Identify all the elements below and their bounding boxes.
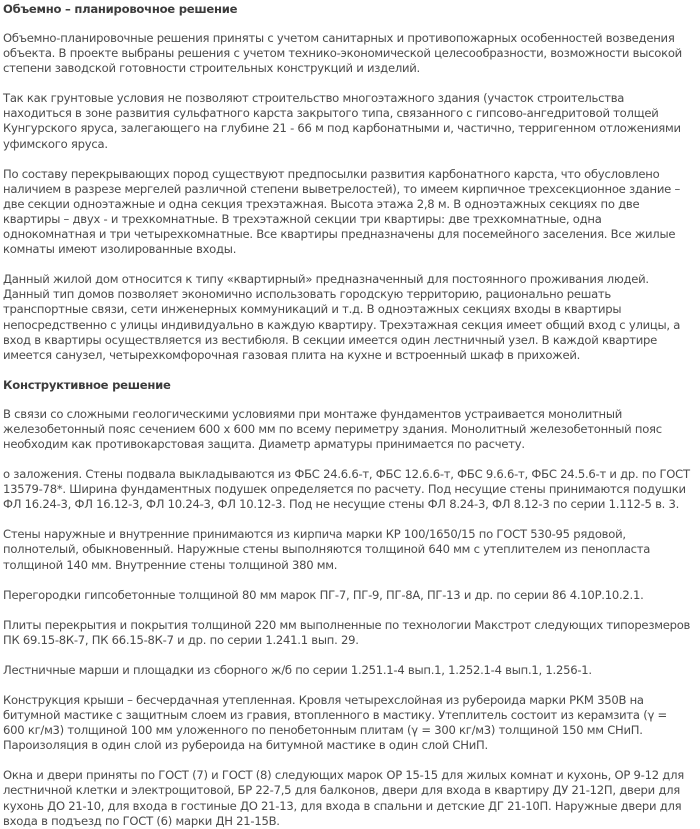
structural-paragraph-6: Лестничные марши и площадки из сборного ж/б по серии 1.251.1-4 вып.1, 1.252.1-4 вып.1, 1.256-1. (3, 662, 592, 677)
structural-paragraph-3: Стены наружные и внутренние принимаются из кирпича марки КР 100/1650/15 по ГОСТ 530-95 рядовой, полнотелый, обыкновенный. Наружные стены выполняются толщиной 640 мм с утеплителем из пенопласта толщиной 140 мм. Внутренние стены толщиной 380 мм. (3, 527, 651, 572)
structural-paragraph-8: Пароизоляция в один слой из рубероида на битумной мастике в один слой СНиП. (3, 738, 488, 753)
structural-paragraph-5: Плиты перекрытия и покрытия толщиной 220 мм выполненные по технологии Макстрот следующих типорезмеров ПК 69.15-8К-7, ПК 66.15-8К-7 и др. по серии 1.241.1 вып. 29. (3, 617, 691, 647)
planning-paragraph-1: Объемно-планировочные решения приняты с учетом санитарных и противопожарных особенностей возведения объекта. В проекте выбраны решения с учетом технико-экономической целесообразности, возможности высокой степени заводской готовности строительных конструкций и изделий. (3, 31, 682, 76)
structural-paragraph-4: Перегородки гипсобетонные толщиной 80 мм марок ПГ-7, ПГ-9, ПГ-8А, ПГ-13 и др. по серии 86 4.10Р.10.2.1. (3, 587, 644, 602)
structural-paragraph-2: о заложения. Стены подвала выкладываются из ФБС 24.6.6-т, ФБС 12.6.6-т, ФБС 9.6.6-т, ФБС 24.5.6-т и др. по ГОСТ 13579-78*. Ширина фундаментных подушек определяется по расчету. Под несущие стены принимаются подушки ФЛ 16.24-3, ФЛ 16.12-3, ФЛ 10.24-3, ФЛ 10.12-3. Под не несущие стены ФЛ 8.24-3, ФЛ 8.12-3 по серии 1.112-5 в. 3. (3, 467, 690, 512)
structural-paragraph-9: Окна и двери приняты по ГОСТ (7) и ГОСТ (8) следующих марок ОР 15-15 для жилых комнат и кухонь, ОР 9-12 для лестничной клетки и электрощитовой, БР 22-7,5 для балконов, двери для входа в квартиру ДУ 21-12П, двери для кухонь ДО 21-10, для входа в гостиные ДО 21-13, для входа в спальни и детские ДГ 21-10П. Наружные двери для входа в подъезд по ГОСТ (6) марки ДН 21-15В. (3, 768, 684, 828)
structural-paragraph-1: В связи со сложными геологическими условиями при монтаже фундаментов устраивается монолитный железобетонный пояс сечением 600 х 600 мм по всему периметру здания. Монолитный железобетонный пояс необходим как противокарстовая защита. Диаметр арматуры принимается по расчету. (3, 406, 662, 451)
planning-paragraph-3: По составу перекрывающих пород существуют предпосылки развития карбонатного карста, что обусловлено наличием в разрезе мергелей различной степени выветрелостей), то имеем кирпичное трехсекционное здание – две секции одноэтажные и одна секция трехэтажная. Высота этажа 2,8 м. В одноэтажных секциях по две квартиры – двух - и трехкомнатные. В трехэтажной секции три квартиры: две трехкомнатные, одна однокомнатная и три четырехкомнатные. Все квартиры предназначены для посемейного заселения. Все жилые комнаты имеют изолированные входы. (3, 166, 680, 257)
section-title-structural: Конструктивное решение (3, 377, 171, 392)
section-title-planning: Объемно – планировочное решение (3, 2, 238, 16)
structural-paragraph-7: Конструкция крыши – бесчердачная утепленная. Кровля четырехслойная из рубероида марки РКМ 350В на битумной мастике с защитным слоем из гравия, втопленного в мастику. Утеплитель состоит из керамзита (γ = 600 кг/м3) толщиной 100 мм уложенного по пенобетонным плитам (γ = 300 кг/м3) толщиной 150 мм СНиП. (3, 693, 667, 738)
planning-paragraph-2: Так как грунтовые условия не позволяют строительство многоэтажного здания (участок строительства находиться в зоне развития сульфатного карста закрытого типа, связанного с гипсово-ангедритовой толщей Кунгурского яруса, залегающего на глубине 21 - 66 м под карбонатными и, частично, терригенном отложениями уфимского яруса. (3, 91, 681, 151)
planning-paragraph-4: Данный жилой дом относится к типу «квартирный» предназначенный для постоянного проживания людей. Данный тип домов позволяет экономично использовать городскую территорию, рационально решать транспортные связи, сети инженерных коммуникаций и т.д. В одноэтажных секциях входы в квартиры непосредственно с улицы индивидуально в каждую квартиру. Трехэтажная секция имеет общий вход с улицы, а вход в квартиры осуществляется из вестибюля. В секции имеется один лестничный узел. В каждой квартире имеется санузел, четырехкомфорочная газовая плита на кухне и встроенный шкаф в прихожей. (3, 272, 681, 362)
